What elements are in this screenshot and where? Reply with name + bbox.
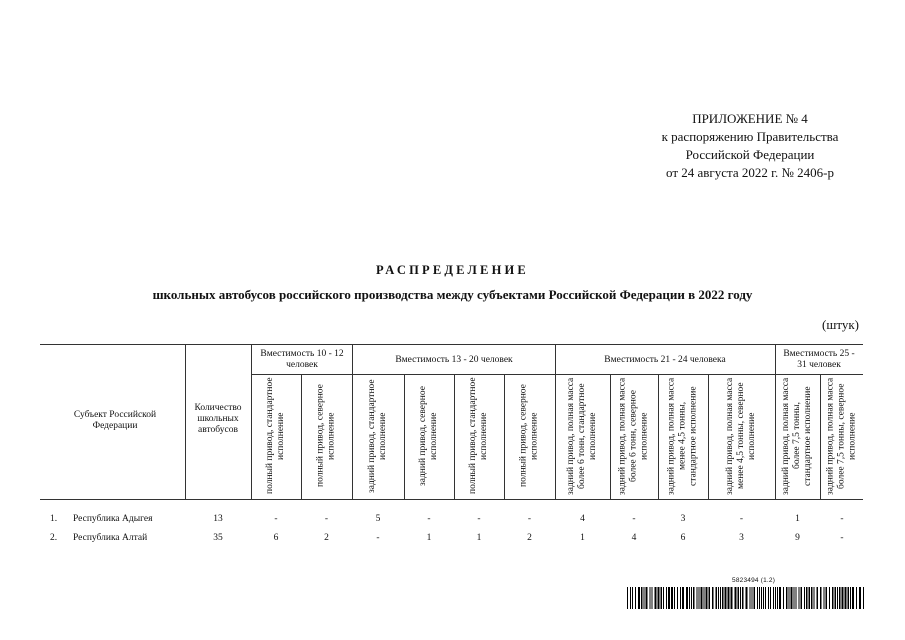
group-header-border: [251, 374, 863, 375]
row-subject-name: Республика Адыгея: [73, 514, 153, 524]
subcol-header: задний привод, полная масса более 7,5 тонны, северное исполнение: [825, 377, 858, 495]
units-label: (штук): [822, 317, 859, 332]
row-value: 9: [795, 533, 800, 543]
subcol-header: полный привод, северное исполнение: [315, 384, 337, 488]
row-value: 6: [680, 533, 686, 543]
row-value: 1: [426, 533, 432, 543]
row-value: -: [274, 514, 278, 524]
barcode-image: [627, 587, 864, 609]
appendix-line-4: от 24 августа 2022 г. № 2406-р: [666, 165, 834, 180]
table-top-border: [40, 344, 863, 345]
row-value: 4: [580, 514, 585, 524]
row-value: -: [632, 514, 636, 524]
row-value: 2: [527, 533, 532, 543]
document-title: РАСПРЕДЕЛЕНИЕ: [376, 263, 529, 277]
row-value: 1: [476, 533, 482, 543]
subcol-header: задний привод, полная масса более 7,5 тонны, стандартное исполнение: [781, 377, 813, 495]
row-total: 35: [213, 533, 223, 543]
row-subject-name: Республика Алтай: [73, 533, 148, 543]
row-value: 1: [580, 533, 585, 543]
row-value: 2: [324, 533, 329, 543]
row-value: -: [324, 514, 329, 524]
header-count: Количество школьных автобусов: [194, 403, 242, 435]
group-header-25-31: Вместимость 25 - 31 человек: [783, 349, 855, 370]
row-value: -: [739, 514, 744, 524]
row-value: 3: [680, 514, 686, 524]
appendix-line-2: к распоряжению Правительства: [661, 129, 839, 144]
appendix-line-1: ПРИЛОЖЕНИЕ № 4: [692, 111, 808, 126]
row-value: -: [527, 514, 532, 524]
col-divider: [185, 344, 186, 499]
subcol-header: задний привод, полная масса менее 4,5 тонны, стандартное исполнение: [666, 377, 699, 495]
row-value: 6: [273, 533, 279, 543]
row-value: 3: [739, 533, 744, 543]
group-header-10-12: Вместимость 10 - 12 человек: [260, 349, 344, 370]
appendix-line-3: Российской Федерации: [685, 147, 815, 162]
barcode-number: 5823494 (1.2): [732, 577, 776, 584]
row-value: 1: [795, 514, 800, 524]
row-value: -: [840, 514, 844, 524]
row-value: -: [840, 533, 844, 543]
group-header-13-20: Вместимость 13 - 20 человек: [395, 355, 513, 365]
group-header-21-24: Вместимость 21 - 24 человека: [604, 355, 726, 365]
row-value: 4: [631, 533, 637, 543]
subcol-header: задний привод, полная масса менее 4,5 тонны, северное исполнение: [725, 377, 757, 495]
document-subtitle: школьных автобусов российского производства между субъектами Российской Федерации в 2022 году: [152, 287, 753, 302]
subcol-header: полный привод, стандартное исполнение: [265, 377, 286, 495]
subcol-header: полный привод, стандартное исполнение: [468, 377, 489, 495]
row-value: 5: [375, 514, 381, 524]
row-total: 13: [213, 514, 223, 524]
header-bottom-border: [40, 499, 863, 500]
subcol-header: полный привод, северное исполнение: [518, 384, 540, 488]
row-value: -: [376, 533, 380, 543]
header-subject: Субъект Российской Федерации: [73, 410, 157, 431]
subcol-header: задний привод, стандартное исполнение: [367, 379, 388, 493]
subcol-header: задний привод, северное исполнение: [418, 386, 439, 486]
subcol-header: задний привод, полная масса более 6 тонн, стандартное исполнение: [566, 377, 598, 495]
row-value: -: [477, 514, 481, 524]
subcol-header: задний привод, полная масса более 6 тонн, северное исполнение: [617, 377, 650, 495]
appendix-block: [600, 110, 900, 182]
row-number: 2.: [50, 533, 58, 543]
row-number: 1.: [50, 514, 58, 524]
row-value: -: [427, 514, 431, 524]
